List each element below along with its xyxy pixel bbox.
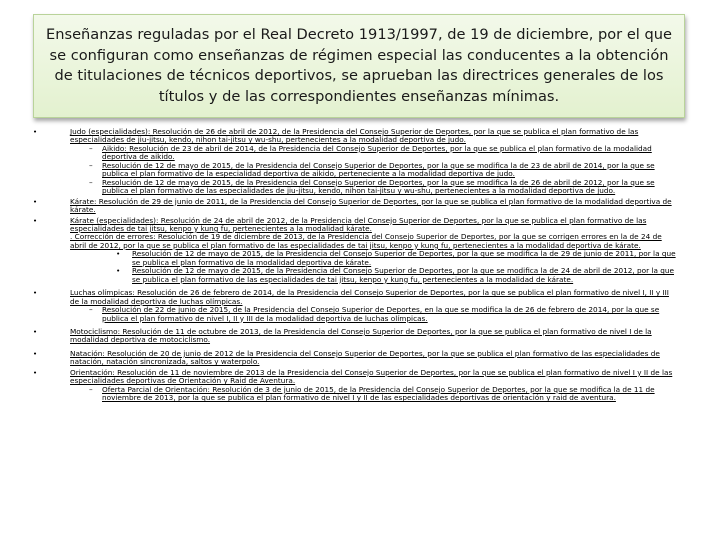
list-item-text[interactable]: Orientación: Resolución de 11 de noviembre de 2013 de la Presidencia del Consejo Superior de Deportes, por la que se publica el plan formativo de nivel I y II de las especialidades deportivas de Orientación y Raid de Aventura.: [70, 367, 673, 386]
list-item-text[interactable]: Luchas olímpicas: Resolución de 26 de febrero de 2014, de la Presidencia del Consejo Superior de Deportes, por la que se publica el plan formativo de nivel I, II y III de la modalidad deportiva de luchas olímpicas.: [70, 288, 669, 306]
list-item: [30, 198, 680, 215]
list-item: [30, 128, 680, 145]
list-item: [30, 217, 680, 234]
list-item-text[interactable]: Aikido: Resolución de 23 de abril de 2014, de la Presidencia del Consejo Superior de Deportes, por la que se publica el plan formativo de la modalidad deportiva de aikido.: [102, 143, 652, 162]
slide-title-box: [33, 14, 685, 118]
dash-icon: –: [89, 305, 93, 315]
list-item: [30, 386, 680, 403]
list-item-text[interactable]: Resolución de 12 de mayo de 2015, de la Presidencia del Consejo Superior de Deportes, por la que se modifica la de 29 de junio de 2011, por la que se publica el plan formativo de la modalidad deportiva de kárate.: [132, 249, 676, 267]
list-item-text[interactable]: Resolución de 12 de mayo de 2015, de la Presidencia del Consejo Superior de Deportes, por la que se modifica la de 26 de abril de 2012, por la que se publica el plan formativo de las especialidades de jiu-jitsu, kendo, nihon tai-jitsu y wu-shu, pertenecientes a la modalidad deportiva de judo.: [102, 177, 655, 196]
list-item: [30, 328, 680, 345]
dash-icon: –: [89, 160, 93, 170]
list-item-text[interactable]: Kárate (especialidades): Resolución de 24 de abril de 2012, de la Presidencia del Consejo Superior de Deportes, por la que se publica el plan formativo de las especialidades de tai jitsu, kenpo y kung fu, pertenecientes a la modalidad kárate.: [70, 215, 647, 233]
dash-icon: –: [89, 177, 93, 187]
list-item: [30, 350, 680, 367]
list-item: [30, 179, 680, 196]
bullet-icon: •: [32, 326, 38, 336]
list-item: [30, 289, 680, 306]
list-item: [30, 145, 680, 162]
bullet-icon: •: [32, 288, 38, 298]
list-item: [30, 267, 680, 284]
list-item: [30, 369, 680, 386]
list-item-text[interactable]: Resolución de 12 de mayo de 2015, de la Presidencia del Consejo Superior de Deportes, por la que se modifica la de 23 de abril de 2014, por la que se publica el plan formativo de la especialidad deportiva de aikido, perteneciente a la modalidad deportiva de judo.: [102, 160, 655, 179]
list-item-text[interactable]: Judo (especialidades): Resolución de 26 de abril de 2012, de la Presidencia del Consejo Superior de Deportes, por la que se publica el plan formativo de las especialidades de jiu-jitsu, kendo, nihon tai-jitsu y wu-shu, pertenecientes a la modalidad deportiva de judo.: [70, 127, 639, 145]
bullet-icon: •: [32, 215, 38, 225]
list-item-text[interactable]: . Corrección de errores: Resolución de 19 de diciembre de 2013, de la Presidencia del Consejo Superior de Deportes, por la que se corrigen errores en la de 24 de abril de 2012, por la que se publica el plan formativo de las especialidades de tai jitsu, kenpo y kung fu, pertenecientes a la modalidad deportiva de kárate.: [70, 232, 662, 250]
list-item: [30, 162, 680, 179]
bullet-icon: •: [32, 127, 38, 136]
list-item-text[interactable]: Motociclismo: Resolución de 11 de octubre de 2013, de la Presidencia del Consejo Superior de Deportes, por la que se publica el plan formativo de nivel I de la modalidad deportiva de motociclismo.: [70, 326, 652, 345]
list-item: [30, 306, 680, 323]
list-item-text[interactable]: Resolución de 22 de junio de 2015, de la Presidencia del Consejo Superior de Deportes, en la que se modifica la de 26 de febrero de 2014, por la que se publica el plan formativo de nivel I, II y III de la modalidad deportiva de luchas olímpicas.: [102, 305, 660, 323]
bullet-icon: •: [116, 266, 121, 276]
slide-title: Enseñanzas reguladas por el Real Decreto 1913/1997, de 19 de diciembre, por el que se configuran como enseñanzas de régimen especial las conducentes a la obtención de titulaciones de técnicos deportivos, se aprueban las directrices generales de los títulos y de las correspondientes enseñanzas mínimas.: [46, 26, 672, 105]
list-item: [30, 233, 680, 250]
list-item-text[interactable]: Resolución de 12 de mayo de 2015, de la Presidencia del Consejo Superior de Deportes, por la que se modifica la de 24 de abril de 2012, por la que se publica el plan formativo de las especialidades de tai jitsu, kenpo y kung fu, pertenecientes a la modalidad de kárate.: [132, 266, 675, 284]
list-item-text[interactable]: Oferta Parcial de Orientación: Resolución de 3 de junio de 2015, de la Presidencia del Consejo Superior de Deportes, por la que se modifica la de 11 de noviembre de 2013, por la que se publica el plan formativo de nivel I y II de las especialidades deportivas de orientación y raid de aventura.: [102, 384, 655, 403]
dash-icon: –: [89, 143, 93, 153]
bullet-icon: •: [32, 367, 38, 377]
bullet-icon: •: [32, 348, 38, 358]
list-item-text[interactable]: Kárate: Resolución de 29 de junio de 2011, de la Presidencia del Consejo Superior de Deportes, por la que se publica el plan formativo de la modalidad deportiva de kárate.: [70, 196, 672, 215]
list-item: [30, 250, 680, 267]
legislation-list: [30, 128, 680, 403]
bullet-icon: •: [32, 196, 38, 206]
list-item-text[interactable]: Natación: Resolución de 20 de junio de 2012 de la Presidencia del Consejo Superior de Deportes, por la que se publica el plan formativo de las especialidades de natación, natación sincronizada, saltos y waterpolo.: [70, 348, 660, 367]
dash-icon: –: [89, 384, 93, 394]
bullet-icon: •: [116, 249, 121, 259]
